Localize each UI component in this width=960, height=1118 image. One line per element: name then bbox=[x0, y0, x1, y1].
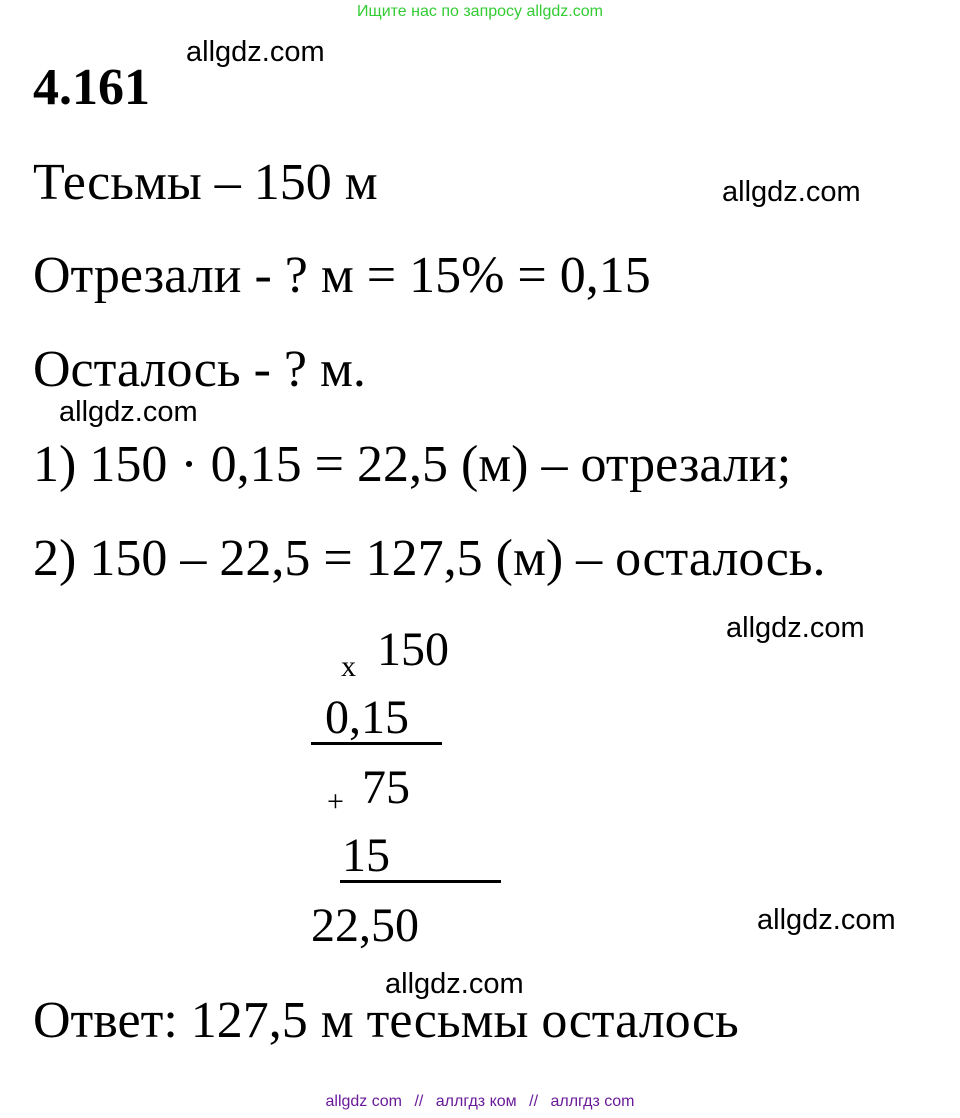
solution-step-1: 1) 150 · 0,15 = 22,5 (м) – отрезали; bbox=[33, 436, 792, 493]
footer-link-1[interactable]: allgdz com bbox=[325, 1093, 402, 1110]
watermark: allgdz.com bbox=[59, 396, 198, 428]
multiplication-rule bbox=[311, 742, 442, 745]
plus-sign: + bbox=[327, 785, 344, 818]
watermark: allgdz.com bbox=[757, 904, 896, 936]
watermark: allgdz.com bbox=[186, 36, 325, 68]
product-result: 22,50 bbox=[311, 899, 419, 952]
multiply-sign: x bbox=[341, 650, 356, 683]
watermark: allgdz.com bbox=[385, 968, 524, 1000]
footer bbox=[0, 1093, 960, 1111]
footer-separator: // bbox=[414, 1093, 424, 1110]
given-line-3: Осталось - ? м. bbox=[33, 341, 366, 398]
problem-number: 4.161 bbox=[33, 59, 150, 116]
multiplier: 0,15 bbox=[325, 691, 409, 744]
given-line-2: Отрезали - ? м = 15% = 0,15 bbox=[33, 247, 651, 304]
multiplicand: 150 bbox=[377, 623, 449, 676]
footer-separator: // bbox=[529, 1093, 539, 1110]
given-line-1: Тесьмы – 150 м bbox=[33, 154, 378, 211]
watermark: allgdz.com bbox=[722, 176, 861, 208]
sum-rule bbox=[340, 880, 501, 883]
solution-step-2: 2) 150 – 22,5 = 127,5 (м) – осталось. bbox=[33, 530, 826, 587]
partial-product-1: 75 bbox=[362, 761, 410, 814]
partial-product-2: 15 bbox=[342, 829, 390, 882]
answer: Ответ: 127,5 м тесьмы осталось bbox=[33, 992, 739, 1049]
footer-link-2[interactable]: аллгдз ком bbox=[435, 1093, 517, 1110]
footer-link-3[interactable]: аллгдз com bbox=[550, 1093, 635, 1110]
top-banner: Ищите нас по запросу allgdz.com bbox=[357, 3, 603, 20]
watermark: allgdz.com bbox=[726, 612, 865, 644]
